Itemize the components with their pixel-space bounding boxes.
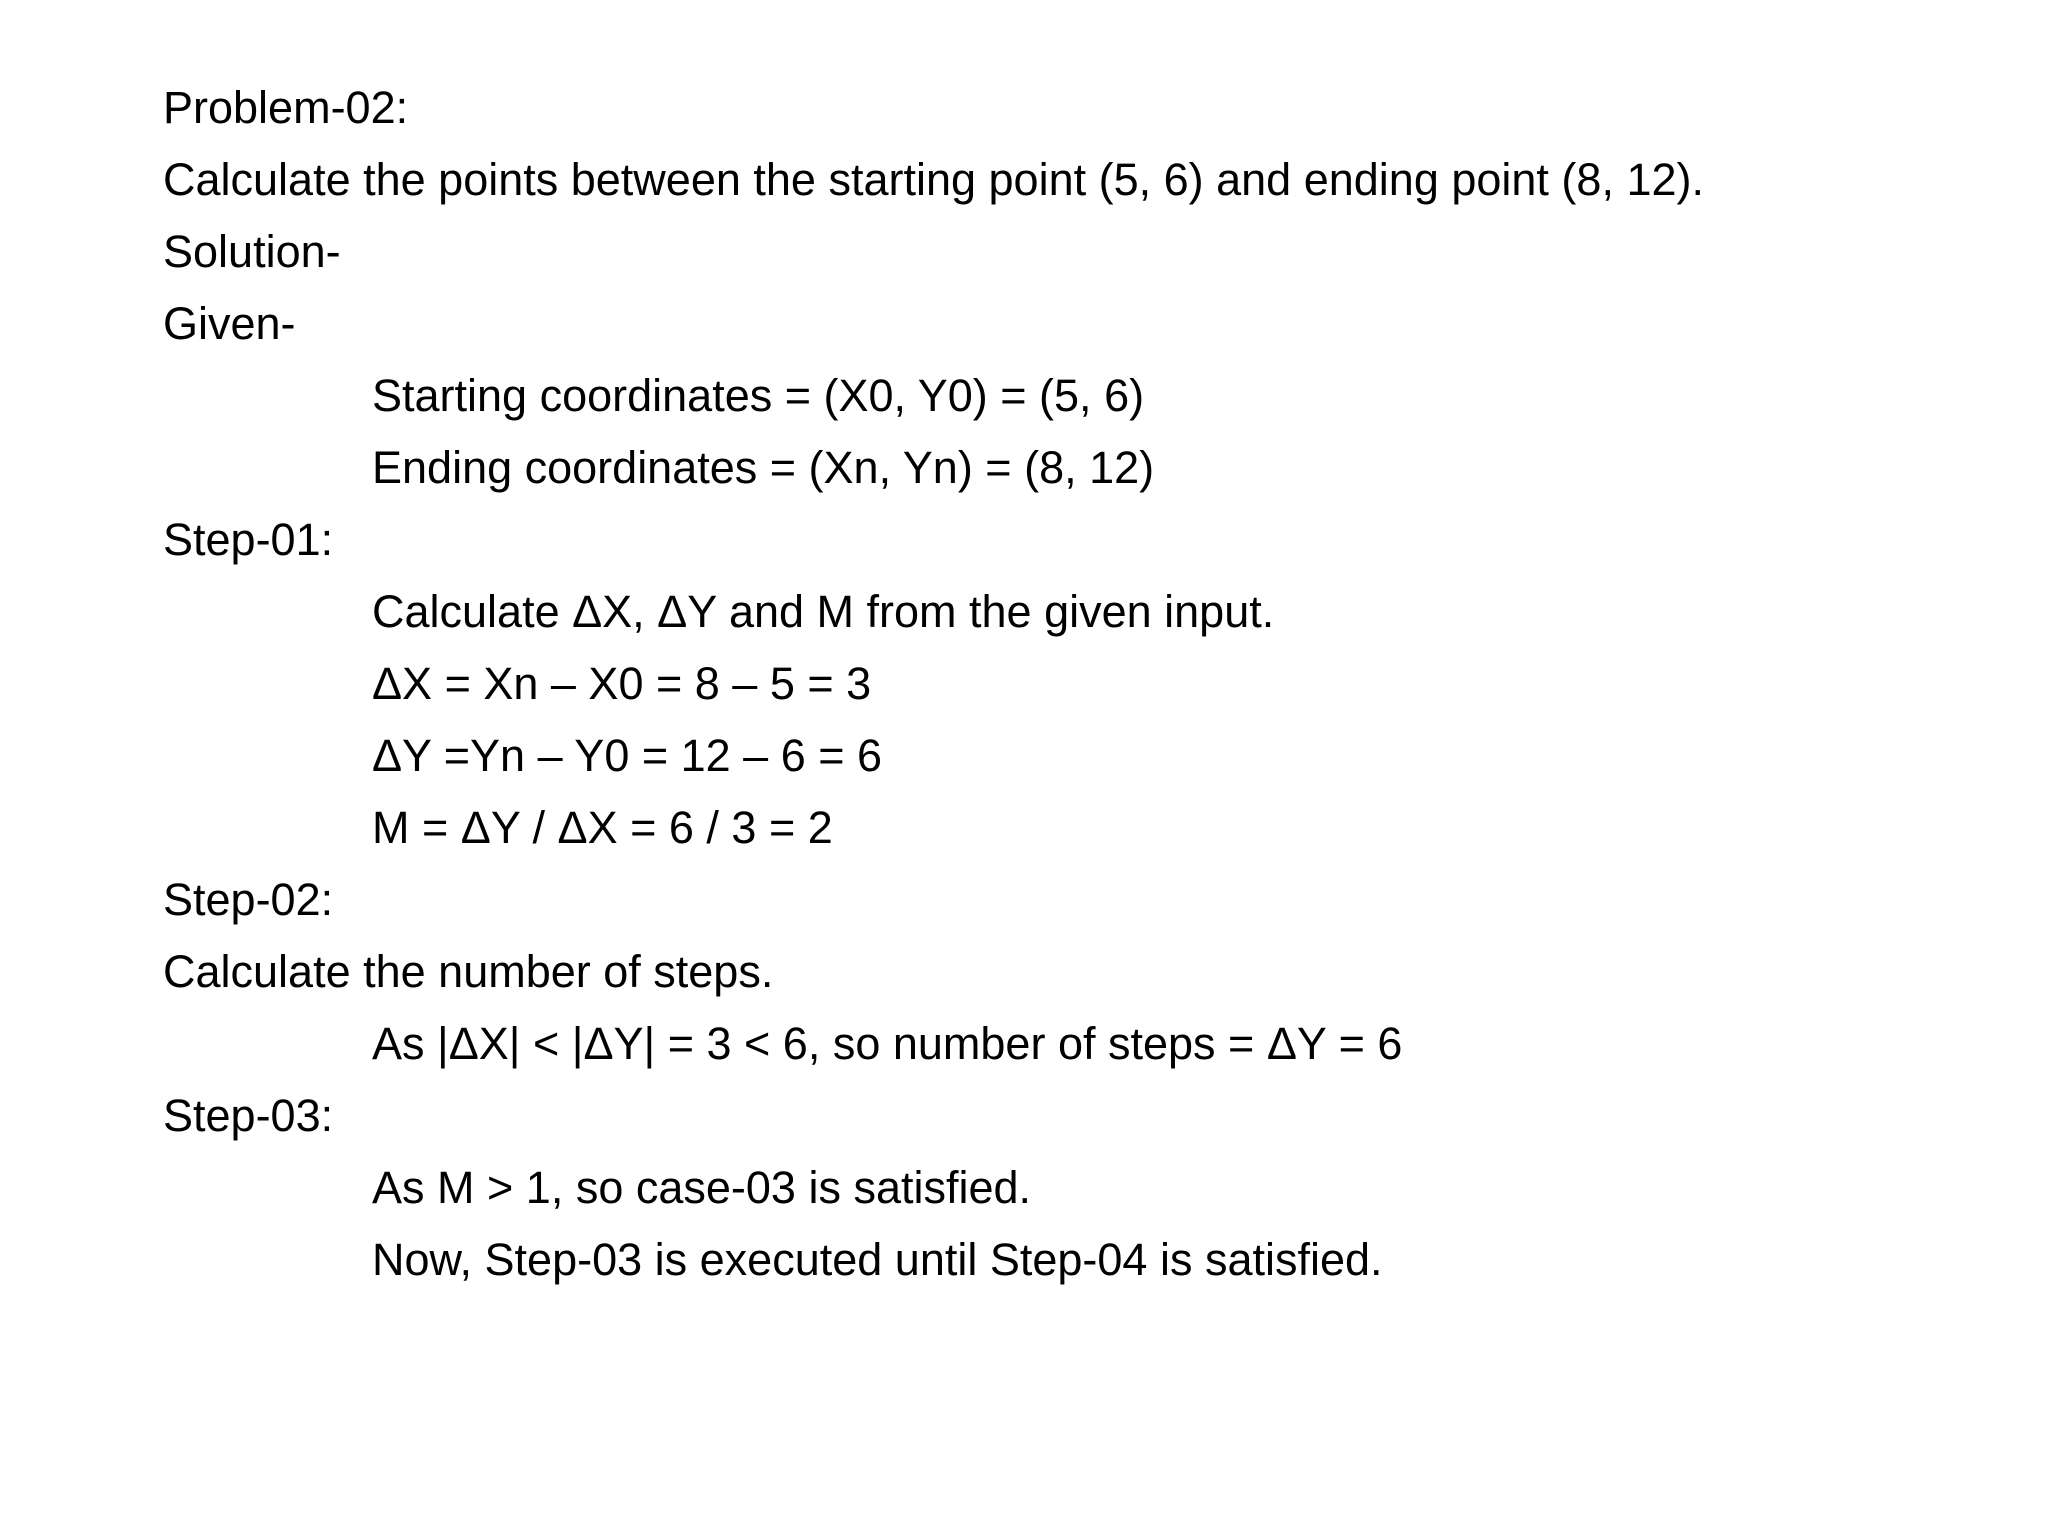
step03-case: As M > 1, so case-03 is satisfied. [372,1162,1032,1213]
given-ending-coordinates: Ending coordinates = (Xn, Yn) = (8, 12) [372,442,1155,493]
solution-heading: Solution- [163,226,341,277]
step02-heading: Step-02: [163,874,334,925]
step01-heading: Step-01: [163,514,334,565]
step03-heading: Step-03: [163,1090,334,1141]
step01-instruction: Calculate ΔX, ΔY and M from the given input. [372,586,1275,637]
given-heading: Given- [163,298,296,349]
step01-slope: M = ΔY / ΔX = 6 / 3 = 2 [372,802,833,853]
problem-statement: Calculate the points between the starting point (5, 6) and ending point (8, 12). [163,154,1704,205]
given-starting-coordinates: Starting coordinates = (X0, Y0) = (5, 6) [372,370,1145,421]
step03-execute: Now, Step-03 is executed until Step-04 is satisfied. [372,1234,1383,1285]
step01-delta-y: ΔY =Yn – Y0 = 12 – 6 = 6 [372,730,883,781]
problem-heading: Problem-02: [163,82,409,133]
step02-instruction: Calculate the number of steps. [163,946,774,997]
step02-detail: As |ΔX| < |ΔY| = 3 < 6, so number of steps = ΔY = 6 [372,1018,1403,1069]
step01-delta-x: ΔX = Xn – X0 = 8 – 5 = 3 [372,658,872,709]
